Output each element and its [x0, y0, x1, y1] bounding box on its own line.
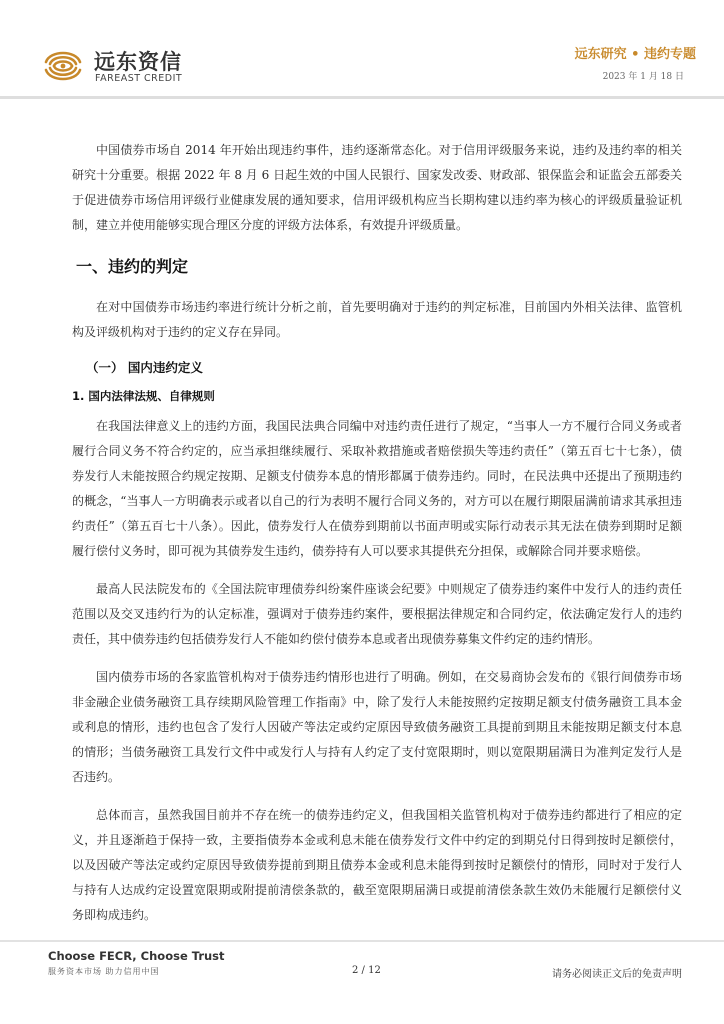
footer-slogan-en: Choose FECR, Choose Trust	[48, 949, 225, 963]
fareast-credit-emblem-icon	[42, 46, 84, 86]
footer-divider	[0, 940, 724, 942]
footer-disclaimer: 请务必阅读正文后的免责声明	[552, 969, 682, 980]
intro-paragraph: 中国债券市场自 2014 年开始出现违约事件，违约逐渐常态化。对于信用评级服务来说，违约及违约率的相关研究十分重要。根据 2022 年 8 月 6 日起生效的中国人民银行、国家发改委、财政部、银保监会和证监会五部委关于促进债券市场信用评级行业健康发展的通知要求，信用评级机构应当长期构建以违约率为核心的评级质量验证机制，建立并使用能够实现合理区分度的评级方法体系，有效提升评级质量。	[72, 143, 682, 232]
section-heading: 一、违约的判定	[76, 257, 189, 276]
logo-text-en: FAREAST CREDIT	[95, 73, 183, 84]
subsection-heading: （一） 国内违约定义	[86, 360, 203, 375]
fareast-credit-logo	[42, 44, 202, 88]
body-paragraph: 最高人民法院发布的《全国法院审理债券纠纷案件座谈会纪要》中则规定了债券违约案件中发行人的违约责任范围以及交叉违约行为的认定标准，强调对于债券违约案件，要根据法律规定和合同约定，依法确定发行人的违约责任，其中债券违约包括债券发行人不能如约偿付债券本息或者出现债券募集文件约定的违约情形。	[72, 582, 682, 646]
logo-text-cn: 远东资信	[94, 50, 182, 74]
section-intro-paragraph: 在对中国债券市场违约率进行统计分析之前，首先要明确对于违约的判定标准，目前国内外相关法律、监管机构及评级机构对于违约的定义存在异同。	[72, 300, 682, 339]
page-number: 2 / 12	[352, 965, 381, 976]
footer-slogan-cn: 服务资本市场 助力信用中国	[48, 967, 160, 976]
body-paragraph: 国内债券市场的各家监管机构对于债券违约情形也进行了明确。例如，在交易商协会发布的《银行间债券市场非金融企业债务融资工具存续期风险管理工作指南》中，除了发行人未能按照约定按期足额支付债务融资工具本金或利息的情形，违约也包含了发行人因破产等法定或约定原因导致债务融资工具提前到期且未能按期足额支付本息的情形；当债务融资工具发行文件中或发行人与持有人约定了支付宽限期时，则以宽限期届满日为准判定发行人是否违约。	[72, 670, 682, 784]
report-body	[72, 138, 682, 941]
body-paragraph: 在我国法律意义上的违约方面，我国民法典合同编中对违约责任进行了规定，“当事人一方不履行合同义务或者履行合同义务不符合约定的，应当承担继续履行、采取补救措施或者赔偿损失等违约责任”（第五百七十七条），债券发行人未能按照合约规定按期、足额支付债券本息的情形都属于债券违约。同时，在民法典中还提出了预期违约的概念，“当事人一方明确表示或者以自己的行为表明不履行合同义务的，对方可以在履行期限届满前请求其承担违约责任”（第五百七十八条）。因此，债券发行人在债券到期前以书面声明或实际行动表示其无法在债券到期时足额履行偿付义务时，即可视为其债券发生违约，债券持有人可以要求其提供充分担保，或解除合同并要求赔偿。	[72, 419, 682, 558]
report-date: 2023 年 1 月 18 日	[602, 72, 684, 82]
report-series-title: 远东研究 • 违约专题	[574, 47, 696, 62]
body-paragraph: 总体而言，虽然我国目前并不存在统一的债券违约定义，但我国相关监管机构对于债券违约都进行了相应的定义，并且逐渐趋于保持一致，主要指债券本金或利息未能在债券发行文件中约定的到期兑付日得到按时足额偿付，以及因破产等法定或约定原因导致债券提前到期且债券本金或利息未能得到按时足额偿付的情形，同时对于发行人与持有人达成约定设置宽限期或附提前清偿条款的，截至宽限期届满日或提前清偿条款生效仍未能履行足额偿付义务即构成违约。	[72, 808, 682, 922]
header-divider	[0, 96, 724, 99]
page-header	[0, 0, 724, 100]
item-heading: 1. 国内法律法规、自律规则	[72, 389, 215, 403]
